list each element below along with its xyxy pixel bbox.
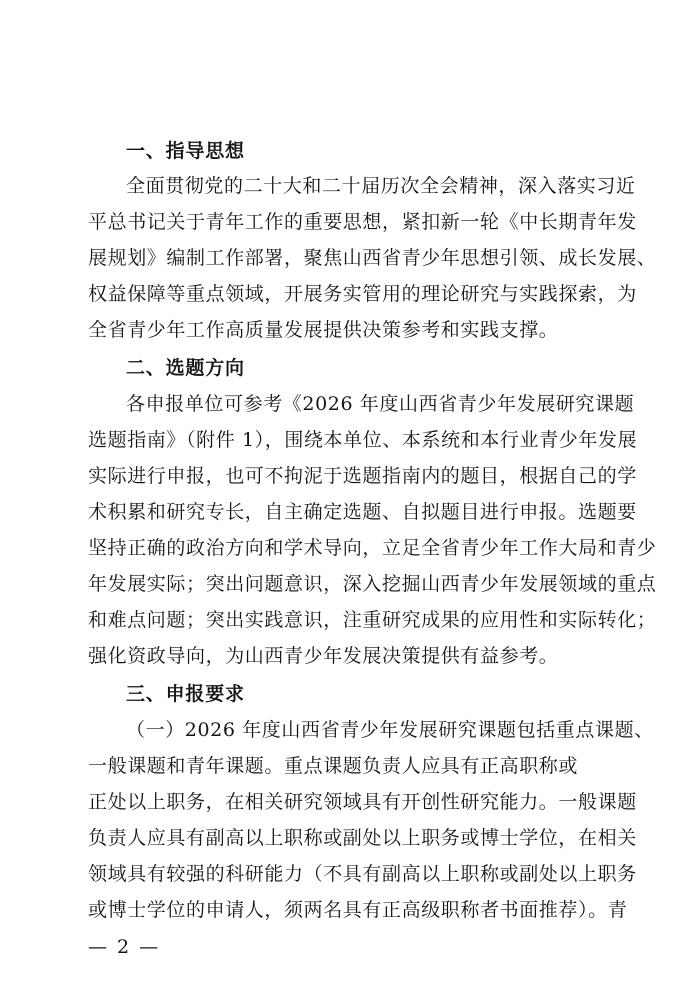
paragraph-line: 强化资政导向，为山西青少年发展决策提供有益参考。 [88,645,559,667]
section-heading-application-requirements: 三、申报要求 [126,683,245,705]
paragraph-line: （一）2026 年度山西省青少年发展研究课题包括重点课题、 [126,719,654,741]
paragraph-line: 术积累和研究专长，自主确定选题、自拟题目进行申报。选题要 [88,501,637,523]
paragraph-line: 展规划》编制工作部署，聚焦山西省青少年思想引领、成长发展、 [88,247,657,269]
paragraph-line: 正处以上职务，在相关研究领域具有开创性研究能力。一般课题 [88,791,637,813]
paragraph-line: 领域具有较强的科研能力（不具有副高以上职称或副处以上职务 [88,863,637,885]
paragraph-line: 选题指南》（附件 1），围绕本单位、本系统和本行业青少年发展 [88,429,638,451]
paragraph-line: 年发展实际；突出问题意识，深入挖掘山西青少年发展领域的重点 [88,573,657,595]
paragraph-line: 权益保障等重点领域，开展务实管用的理论研究与实践探索，为 [88,283,637,305]
paragraph-line: 各申报单位可参考《2026 年度山西省青少年发展研究课题 [126,393,635,415]
paragraph-line: 平总书记关于青年工作的重要思想，紧扣新一轮《中长期青年发 [88,211,637,233]
paragraph-line: 实际进行申报，也可不拘泥于选题指南内的题目，根据自己的学 [88,465,637,487]
page-number: — 2 — [88,936,161,958]
paragraph-line: 和难点问题；突出实践意识，注重研究成果的应用性和实际转化； [88,609,657,631]
paragraph-line: 或博士学位的申请人，须两名具有正高级职称者书面推荐）。青 [88,899,628,921]
paragraph-line: 坚持正确的政治方向和学术导向，立足全省青少年工作大局和青少 [88,537,657,559]
paragraph-line: 全面贯彻党的二十大和二十届历次全会精神，深入落实习近 [126,175,636,197]
paragraph-line: 全省青少年工作高质量发展提供决策参考和实践支撑。 [88,319,559,341]
section-heading-topic-direction: 二、选题方向 [126,357,245,379]
section-heading-guiding-ideology: 一、指导思想 [126,140,245,162]
paragraph-line: 一般课题和青年课题。重点课题负责人应具有正高职称或 [88,755,579,777]
paragraph-line: 负责人应具有副高以上职称或副处以上职务或博士学位，在相关 [88,827,637,849]
